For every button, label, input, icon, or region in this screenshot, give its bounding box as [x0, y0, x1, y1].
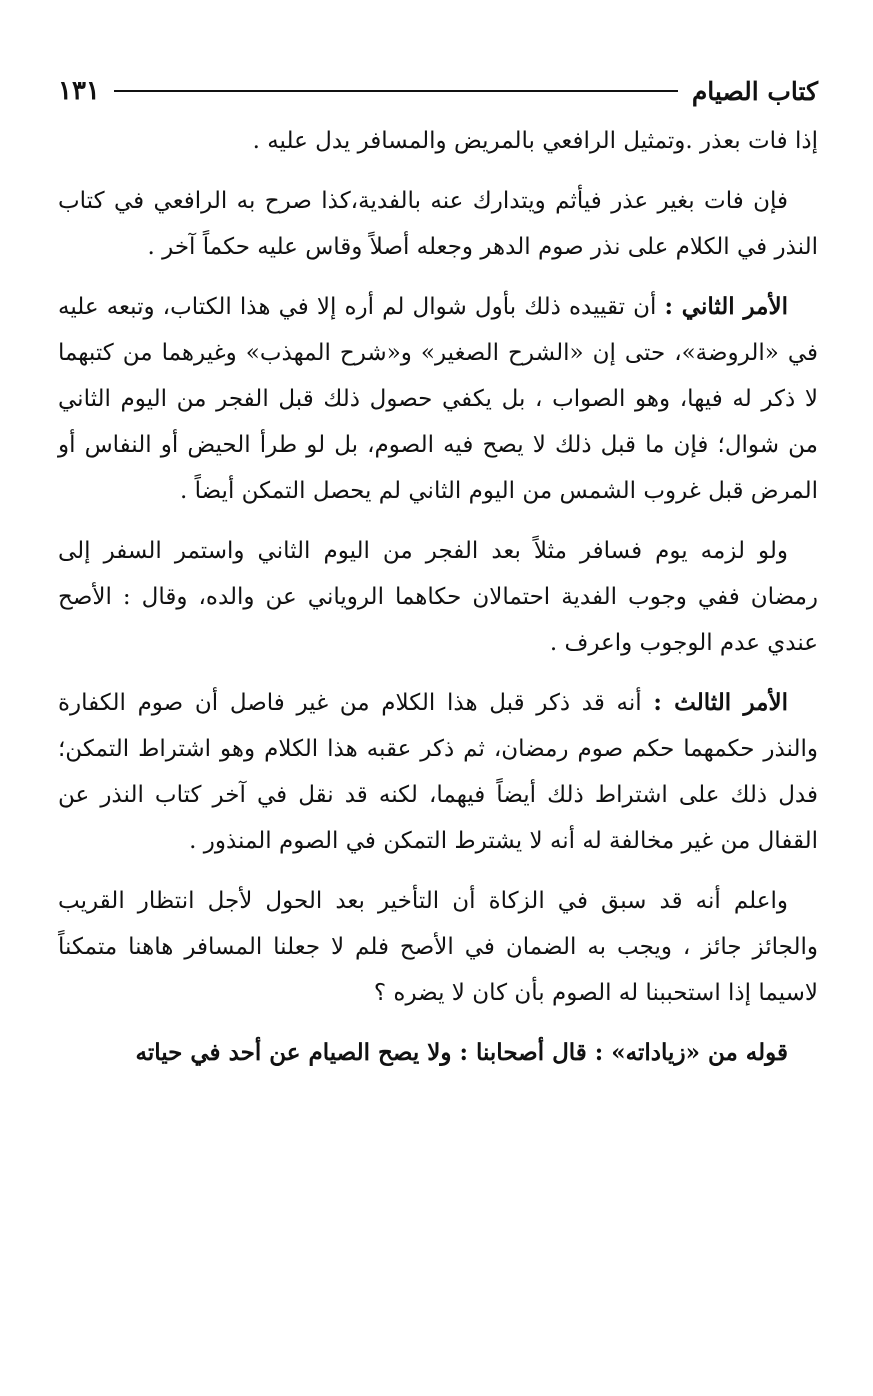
paragraph-text: ولو لزمه يوم فسافر مثلاً بعد الفجر من اليوم الثاني واستمر السفر إلى رمضان ففي وجوب الفدية احتمالان حكاهما الروياني عن والده، وقال : الأصح عندي عدم الوجوب واعرف . [58, 538, 818, 656]
paragraph-text: فإن فات بغير عذر فيأثم ويتدارك عنه بالفدية،كذا صرح به الرافعي في كتاب النذر في الكلام على نذر صوم الدهر وجعله أصلاً وقاس عليه حكماً آخر . [58, 188, 818, 260]
closing-line: قوله من «زياداته» : قال أصحابنا : ولا يصح الصيام عن أحد في حياته [135, 1039, 788, 1066]
paragraph-text: واعلم أنه قد سبق في الزكاة أن التأخير بعد الحول لأجل انتظار القريب والجائز جائز ، ويجب به الضمان في الأصح فلم لا جعلنا المسافر هاهنا متمكناً لاسيما إذا استحببنا له الصوم بأن كان لا يضره ؟ [58, 888, 818, 1006]
item-heading: الأمر الثالث : [653, 689, 788, 716]
book-page [58, 68, 818, 1076]
paragraph-text: أن تقييده ذلك بأول شوال لم أره إلا في هذا الكتاب، وتبعه عليه في «الروضة»، حتى إن «الشرح الصغير» و«شرح المهذب» وغيرهما من كتبهما لا ذكر له فيها، وهو الصواب ، بل يكفي حصول ذلك قبل الفجر من اليوم الثاني من شوال؛ فإن ما قبل ذلك لا يصح فيه الصوم، بل لو طرأ الحيض أو النفاس أو المرض قبل غروب الشمس من اليوم الثاني لم يحصل التمكن أيضاً . [58, 294, 818, 504]
paragraph-text: إذا فات بعذر .وتمثيل الرافعي بالمريض والمسافر يدل عليه . [252, 128, 818, 154]
paragraph-text: أنه قد ذكر قبل هذا الكلام من غير فاصل أن صوم الكفارة والنذر حكمهما حكم صوم رمضان، ثم ذكر عقبه هذا الكلام وهو اشتراط التمكن؛ فدل ذلك على اشتراط ذلك أيضاً فيهما، لكنه قد نقل في آخر كتاب النذر عن القفال من غير مخالفة له أنه لا يشترط التمكن في الصوم المنذور . [58, 690, 818, 854]
item-heading: الأمر الثاني : [664, 293, 789, 320]
running-header [58, 68, 818, 114]
paragraph [58, 284, 818, 514]
paragraph [58, 178, 818, 270]
paragraph [58, 878, 818, 1016]
running-title: كتاب الصيام [691, 76, 818, 106]
page-number: ١٣١ [58, 76, 100, 106]
paragraph [58, 528, 818, 666]
paragraph [58, 680, 818, 864]
header-rule [114, 90, 678, 92]
paragraph [58, 118, 818, 164]
